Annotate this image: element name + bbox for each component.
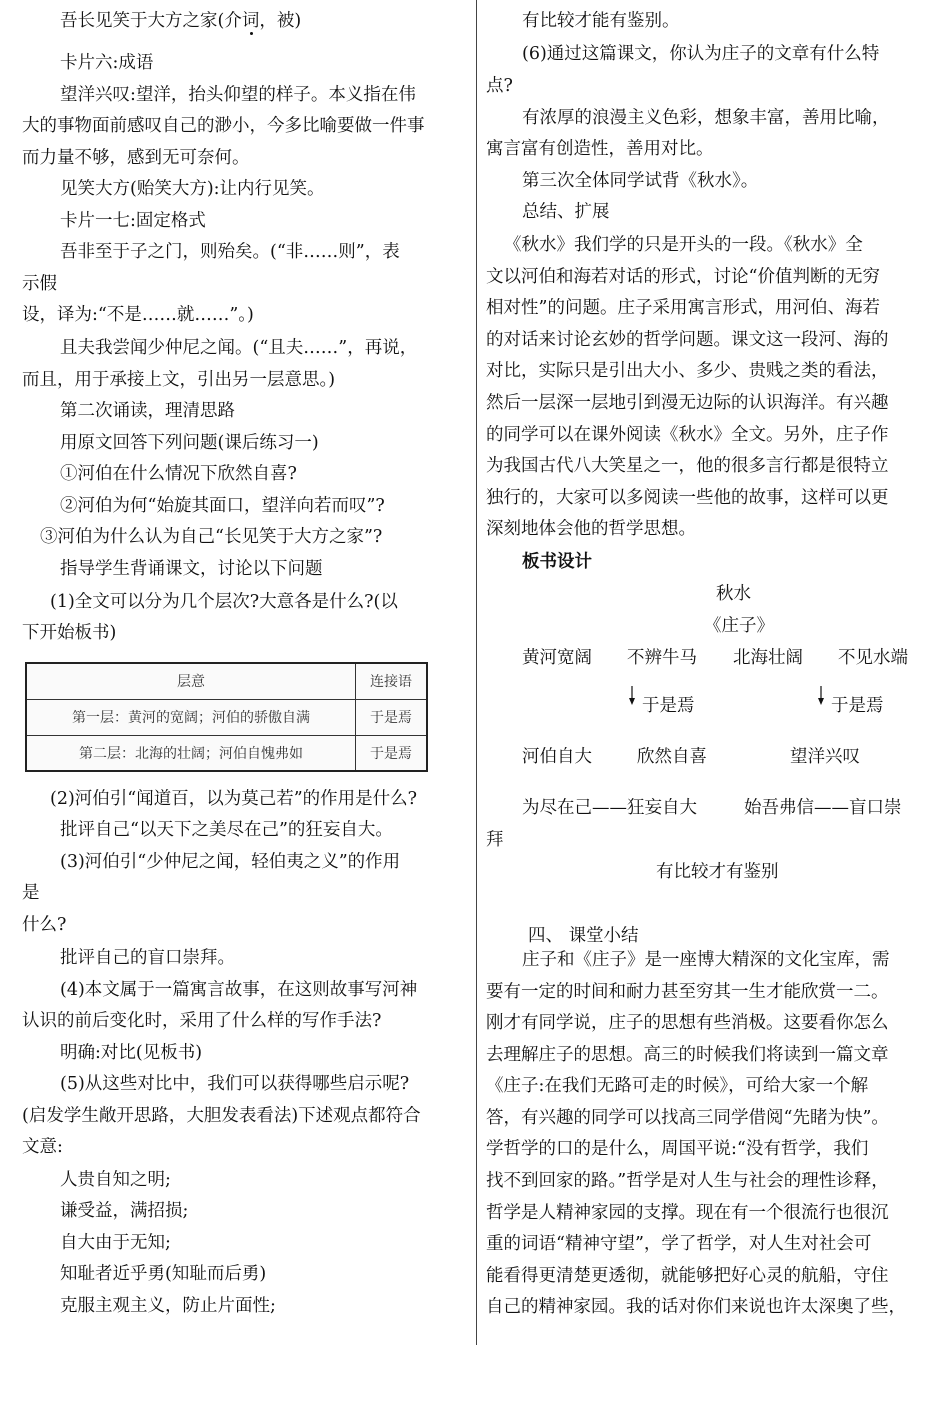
- board-cell: 望洋兴叹: [790, 747, 860, 767]
- text-line: (1)全文可以分为几个层次?大意各是什么?(以: [50, 592, 398, 612]
- text-line: 指导学生背诵课文，讨论以下问题: [60, 559, 323, 579]
- text-line: (4)本文属于一篇寓言故事，在这则故事写河神: [60, 980, 418, 1000]
- table-cell: 第一层：黄河的宽阔；河伯的骄傲自满: [26, 699, 356, 735]
- text-line: 为我国古代八大笑星之一，他的很多言行都是很特立: [486, 456, 889, 476]
- text-line: 哲学是人精神家园的支撑。现在有一个很流行也很沉: [486, 1203, 889, 1223]
- text-line: 的对话来讨论玄妙的哲学问题。课文这一段河、海的: [486, 330, 889, 350]
- text-line: 设，译为:“不是……就……”。): [22, 305, 254, 325]
- text-line: ②河伯为何“始旋其面口，望洋向若而叹”?: [60, 496, 385, 516]
- text-line: 而力量不够，感到无可奈何。: [22, 148, 250, 168]
- text-line: 文意:: [22, 1137, 63, 1157]
- board-title: 秋水: [716, 584, 751, 604]
- down-arrow-icon: [627, 686, 637, 706]
- table-cell: 于是焉: [356, 699, 428, 735]
- text-line: 的同学可以在课外阅读《秋水》全文。另外，庄子作: [486, 425, 889, 445]
- text-line: 学哲学的口的是什么，周国平说:“没有哲学，我们: [486, 1139, 869, 1159]
- text-line: 吾非至于子之门，则殆矣。(“非……则”，表: [60, 242, 400, 262]
- text-line: 用原文回答下列问题(课后练习一): [60, 433, 319, 453]
- text-line: 重的词语“精神守望”，学了哲学，对人生对社会可: [486, 1234, 872, 1254]
- text-line: (6)通过这篇课文，你认为庄子的文章有什么特: [522, 44, 880, 64]
- board-cell: 黄河宽阔: [522, 648, 592, 668]
- text-line: ①河伯在什么情况下欣然自喜?: [60, 464, 297, 484]
- text-line: 自己的精神家园。我的话对你们来说也许太深奥了些，: [486, 1297, 906, 1317]
- table-row: [26, 735, 427, 771]
- table-cell: 第二层：北海的壮阔；河伯自愧弗如: [26, 735, 356, 771]
- text-line: 找不到回家的路。”哲学是对人生与社会的理性诊释，: [486, 1171, 889, 1191]
- table-header: 层意: [26, 663, 356, 699]
- board-cell: 不辨牛马: [627, 648, 697, 668]
- text-line: 认识的前后变化时，采用了什么样的写作手法?: [22, 1011, 382, 1031]
- text-line: 吾长见笑于大方之家(介词，被): [60, 11, 302, 31]
- text-line: 人贵自知之明;: [60, 1170, 171, 1190]
- board-link: 于是焉: [831, 696, 884, 716]
- text-line: 刚才有同学说，庄子的思想有些消极。这要看你怎么: [486, 1013, 889, 1033]
- text-line: 卡片六:成语: [60, 53, 154, 73]
- board-cell: 河伯自大: [522, 747, 592, 767]
- text-line: 去理解庄子的思想。高三的时候我们将读到一篇文章: [486, 1045, 889, 1065]
- board-cell: 不见水端: [838, 648, 908, 668]
- text-line: 《庄子:在我们无路可走的时候》，可给大家一个解: [486, 1076, 869, 1096]
- text-line: 要有一定的时间和耐力甚至穷其一生才能欣赏一二。: [486, 982, 889, 1002]
- text-line: 点?: [486, 76, 513, 96]
- text-line: 自大由于无知;: [60, 1233, 171, 1253]
- text-line: 答，有兴趣的同学可以找高三同学借阅“先睹为快”。: [486, 1108, 889, 1128]
- table-cell: 于是焉: [356, 735, 428, 771]
- text-line: (3)河伯引“少仲尼之闻，轻伯夷之义”的作用: [60, 852, 401, 872]
- text-line: 独行的，大家可以多阅读一些他的故事，这样可以更: [486, 488, 889, 508]
- text-line: 望洋兴叹:望洋，抬头仰望的样子。本义指在伟: [60, 85, 416, 105]
- text-line: 有浓厚的浪漫主义色彩，想象丰富，善用比喻，: [522, 108, 890, 128]
- text-line: 第三次全体同学试背《秋水》。: [522, 171, 759, 191]
- board-cell: 拜: [486, 830, 504, 850]
- text-line: 什么?: [22, 915, 67, 935]
- text-line: 见笑大方(贻笑大方):让内行见笑。: [60, 179, 325, 199]
- board-design-heading: 板书设计: [522, 552, 592, 572]
- text-line: 总结、扩展: [522, 202, 610, 222]
- text-line: 大的事物面前感叹自己的渺小，今多比喻要做一件事: [22, 116, 425, 136]
- text-line: 对比，实际只是引出大小、多少、贵贱之类的看法，: [486, 361, 889, 381]
- text-line: (5)从这些对比中，我们可以获得哪些启示呢?: [60, 1074, 410, 1094]
- text-line: 示假: [22, 274, 57, 294]
- text-line: 深刻地体会他的哲学思想。: [486, 519, 696, 539]
- text-line: 《秋水》我们学的只是开头的一段。《秋水》全: [504, 235, 863, 255]
- board-author: 《庄子》: [704, 616, 774, 636]
- text-line: 明确:对比(见板书): [60, 1043, 203, 1063]
- table-header: 连接语: [356, 663, 428, 699]
- table-header-row: [26, 663, 427, 699]
- text-line: 有比较才能有鉴别。: [522, 11, 680, 31]
- text-line: 第二次诵读，理清思路: [60, 401, 235, 421]
- text-line: 庄子和《庄子》是一座博大精深的文化宝库，需: [522, 950, 890, 970]
- board-cell: 为尽在己——狂妄自大: [522, 798, 697, 818]
- text-line: 相对性”的问题。庄子采用寓言形式，用河伯、海若: [486, 298, 880, 318]
- text-line: 批评自己“以天下之美尽在己”的狂妄自大。: [60, 820, 393, 840]
- table-row: [26, 699, 427, 735]
- text-line: (启发学生敞开思路，大胆发表看法)下述观点都符合: [22, 1106, 421, 1126]
- board-cell: 欣然自喜: [637, 747, 707, 767]
- board-conclusion: 有比较才有鉴别: [656, 862, 779, 882]
- board-link: 于是焉: [642, 696, 695, 716]
- board-cell: 北海壮阔: [733, 648, 803, 668]
- text-line: 然后一层深一层地引到漫无边际的认识海洋。有兴趣: [486, 393, 889, 413]
- text-line: 克服主观主义，防止片面性;: [60, 1296, 276, 1316]
- text-line: 卡片一七:固定格式: [60, 211, 206, 231]
- down-arrow-icon: [816, 686, 826, 706]
- section-heading: 四、 课堂小结: [528, 926, 639, 946]
- text-line: 文以河伯和海若对话的形式，讨论“价值判断的无穷: [486, 267, 880, 287]
- text-line: 是: [22, 883, 40, 903]
- board-cell: 始吾弗信——盲口崇: [744, 798, 902, 818]
- text-line: 批评自己的盲口崇拜。: [60, 948, 235, 968]
- text-line: 谦受益，满招损;: [60, 1201, 189, 1221]
- text-line: 寓言富有创造性，善用对比。: [486, 139, 714, 159]
- text-line: (2)河伯引“闻道百，以为莫己若”的作用是什么?: [50, 789, 418, 809]
- text-line: 下开始板书): [22, 623, 117, 643]
- text-line: 能看得更清楚更透彻，就能够把好心灵的航船，守住: [486, 1266, 889, 1286]
- column-divider: [476, 0, 477, 1345]
- text-line: ③河伯为什么认为自己“长见笑于大方之家”?: [40, 527, 383, 547]
- text-line: 且夫我尝闻少仲尼之闻。(“且夫……”，再说，: [60, 338, 418, 358]
- text-line: 知耻者近乎勇(知耻而后勇): [60, 1264, 267, 1284]
- text-line: 而且，用于承接上文，引出另一层意思。): [22, 370, 336, 390]
- structure-table: [25, 662, 428, 772]
